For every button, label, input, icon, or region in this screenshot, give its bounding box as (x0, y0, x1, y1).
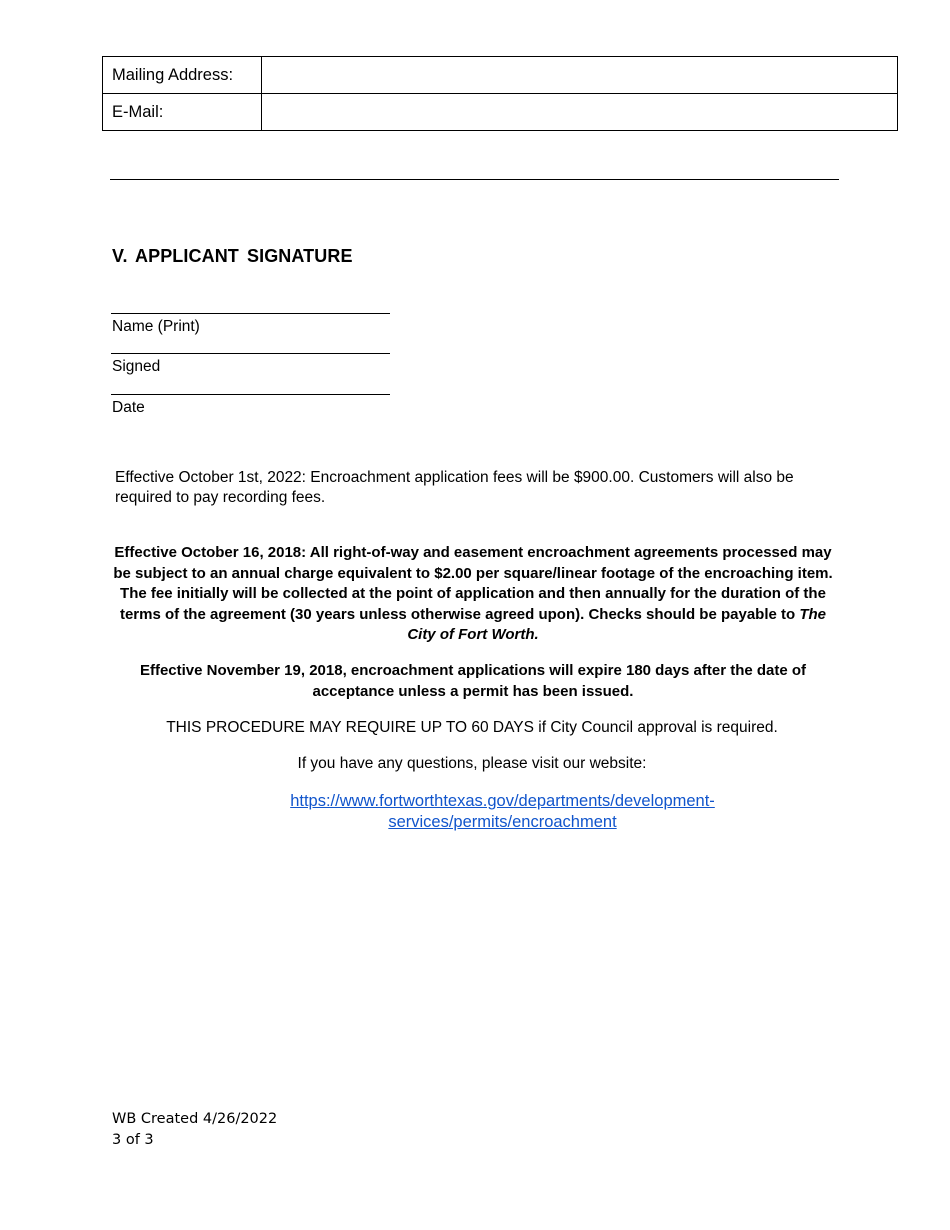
website-link-line1[interactable]: https://www.fortworthtexas.gov/departments/development- (290, 792, 715, 810)
footer-created: WB Created 4/26/2022 (112, 1111, 278, 1127)
section-divider (110, 179, 839, 180)
annual-charge-text: Effective October 16, 2018: All right-of-way and easement encroachment agreements processed may be subject to an annual charge equivalent to $2.00 per square/linear footage of the encroaching item. The fee initially will be collected at the point of application and then annually for the duration of the terms of the agreement (30 years unless otherwise agreed upon). Checks should be payable to (113, 544, 833, 623)
name-print-line[interactable] (111, 313, 390, 314)
website-link[interactable] (270, 791, 735, 832)
date-line[interactable] (111, 394, 390, 395)
email-row (103, 94, 898, 131)
name-print-label: Name (Print) (112, 318, 200, 335)
footer-page-number: 3 of 3 (112, 1132, 154, 1148)
mailing-address-row (103, 57, 898, 94)
date-label: Date (112, 399, 145, 416)
annual-charge-notice (108, 543, 838, 646)
section-title: V. APPLICANT SIGNATURE (112, 246, 353, 266)
contact-info-table (102, 56, 898, 131)
signed-label: Signed (112, 358, 161, 375)
questions-text: If you have any questions, please visit our website: (297, 755, 647, 772)
email-field[interactable] (262, 94, 898, 131)
signed-line[interactable] (111, 353, 390, 354)
mailing-address-label: Mailing Address: (103, 57, 262, 94)
procedure-notice: THIS PROCEDURE MAY REQUIRE UP TO 60 DAYS if City Council approval is required. (166, 719, 778, 736)
payee-name: The City of Fort Worth. (407, 605, 827, 643)
website-link-line2[interactable]: services/permits/encroachment (388, 812, 617, 831)
email-label: E-Mail: (103, 94, 262, 131)
expiration-notice: Effective November 19, 2018, encroachment applications will expire 180 days after the date of acceptance unless a permit has been issued. (139, 662, 807, 700)
fee-notice: Effective October 1st, 2022: Encroachment application fees will be $900.00. Customers will also be required to pay recording fees. (115, 469, 794, 506)
mailing-address-field[interactable] (262, 57, 898, 94)
